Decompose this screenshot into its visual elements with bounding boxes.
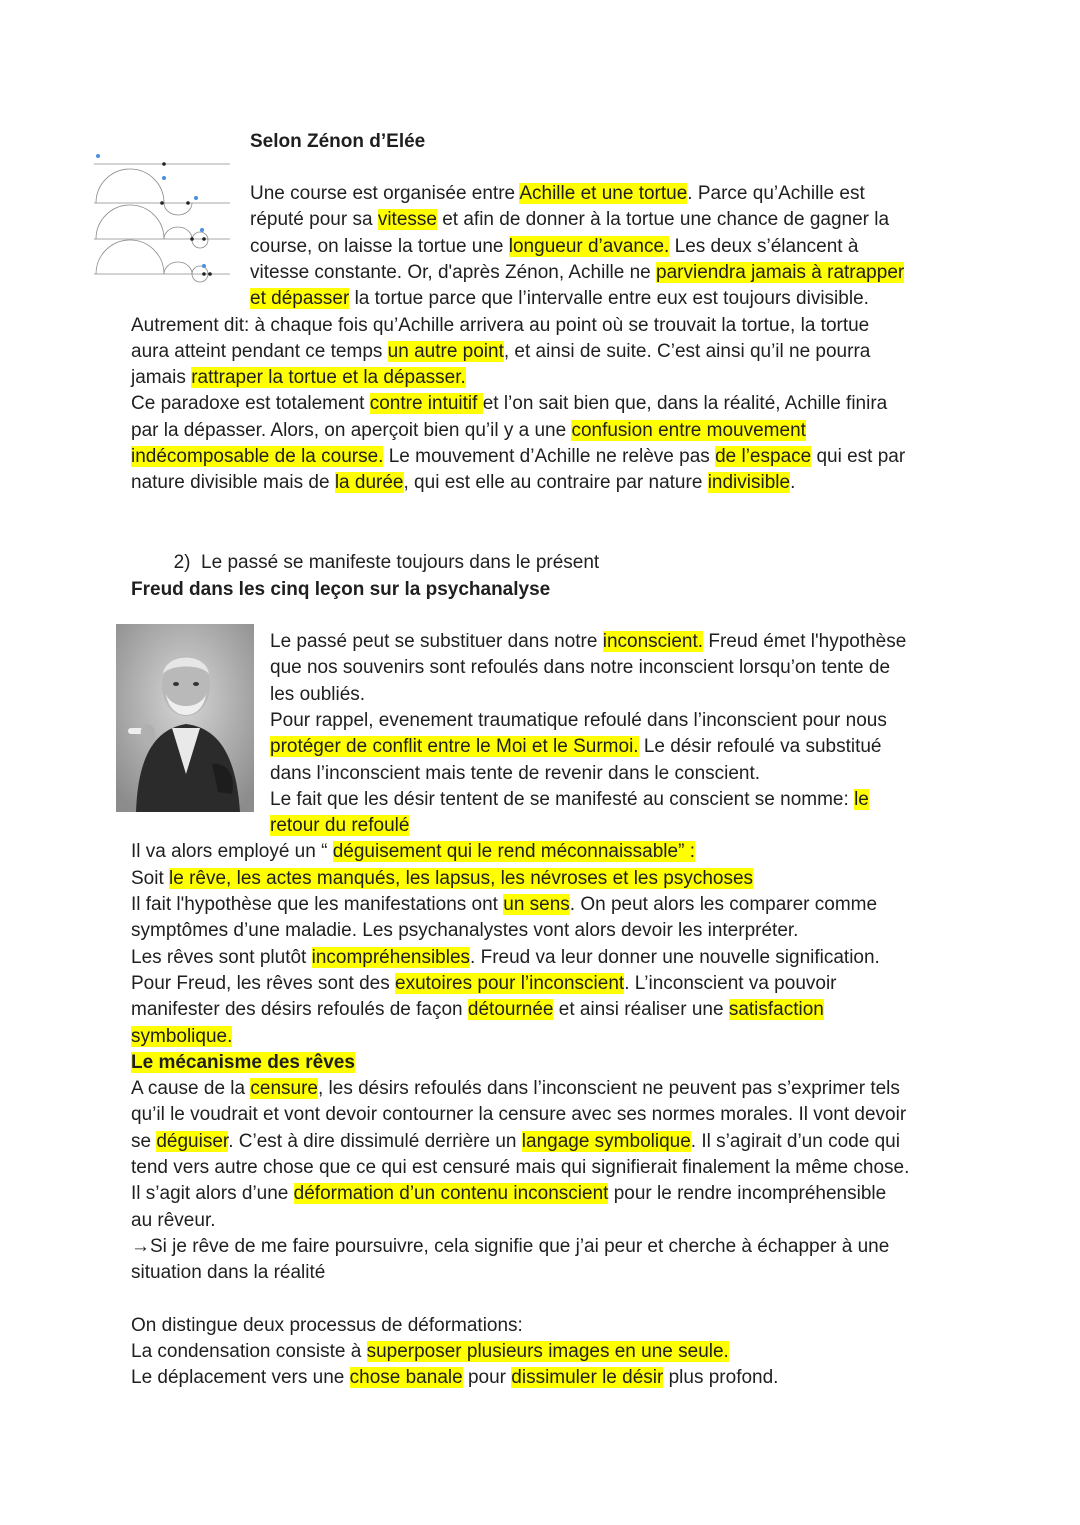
highlighted-text: indécomposable de la course. — [131, 446, 384, 467]
text-segment: les oubliés. — [270, 683, 366, 705]
text-segment: →Si je rêve de me faire poursuivre, cela signifie que j’ai peur et cherche à échapper à une — [131, 1235, 890, 1257]
text-segment: Les rêves sont plutôt — [131, 946, 312, 968]
text-segment: . C’est à dire dissimulé derrière un — [228, 1130, 522, 1152]
zeno-line — [131, 470, 795, 496]
highlighted-text: contre intuitif — [369, 393, 483, 415]
text-segment: au rêveur. — [131, 1209, 216, 1231]
text-segment: et l’on sait bien que, dans la réalité, Achille finira — [482, 393, 888, 415]
zeno-title: Selon Zénon d’Elée — [250, 131, 426, 152]
highlighted-text: indivisible — [707, 472, 791, 494]
highlighted-text: de l’espace — [715, 446, 812, 467]
text-segment: Freud émet l'hypothèse — [703, 631, 907, 652]
highlighted-text: symbolique. — [131, 1025, 233, 1047]
text-segment: , et ainsi de suite. C’est ainsi qu’il ne pourra — [503, 340, 871, 362]
text-segment: , qui est elle au contraire par nature — [403, 472, 708, 494]
text-segment: Ce paradoxe est totalement — [131, 393, 370, 415]
text-segment: pour le rendre incompréhensible — [608, 1183, 887, 1205]
text-segment: manifester des désirs refoulés de façon — [131, 999, 468, 1021]
text-segment: . Il s’agirait d’un code qui — [690, 1130, 900, 1152]
text-segment: réputé pour sa — [250, 209, 378, 231]
highlighted-text: incompréhensibles — [311, 946, 471, 968]
text-segment: et ainsi réaliser une — [553, 999, 729, 1021]
text-segment: . Parce qu’Achille est — [687, 183, 865, 204]
highlighted-text: le rêve, les actes manqués, les lapsus, les névroses et les psychoses — [169, 867, 754, 889]
text-segment: La condensation consiste à — [131, 1341, 367, 1363]
highlighted-text: satisfaction — [728, 999, 824, 1021]
highlighted-text: un autre point — [387, 340, 504, 362]
freud-line — [131, 1076, 900, 1102]
text-segment: par la dépasser. Alors, on aperçoit bien qu’il y a une — [131, 419, 572, 441]
text-segment: et afin de donner à la tortue une chance de gagner la — [436, 209, 890, 231]
text-segment: Le fait que les désir tentent de se manifesté au conscient se nomme: — [270, 788, 855, 810]
freud-line — [131, 1313, 523, 1339]
text-segment: Les deux s’élancent à — [669, 235, 859, 257]
freud-line — [131, 1365, 778, 1391]
freud-line — [270, 787, 869, 813]
highlighted-text: parviendra jamais à ratrapper — [656, 261, 905, 283]
highlighted-text: la durée — [334, 472, 404, 494]
freud-line — [131, 1102, 906, 1128]
text-segment: . On peut alors les comparer comme — [569, 894, 878, 915]
text-segment: . Freud va leur donner une nouvelle signification. — [470, 946, 880, 968]
text-segment: jamais — [131, 367, 192, 389]
text-segment: dans l’inconscient mais tente de revenir dans le conscient. — [270, 762, 761, 784]
highlighted-text: longueur d’avance. — [508, 235, 670, 257]
freud-line — [131, 1260, 325, 1286]
highlighted-text: déformation d’un contenu inconscient — [293, 1183, 609, 1205]
zeno-line — [131, 391, 887, 417]
text-segment: Le déplacement vers une — [131, 1367, 350, 1389]
freud-title: Freud dans les cinq leçon sur la psychanalyse — [131, 579, 551, 600]
highlighted-text: et dépasser — [250, 288, 350, 310]
text-segment: Pour rappel, evenement traumatique refoulé dans l’inconscient pour nous — [270, 709, 887, 731]
text-segment: Il va alors employé un “ — [131, 841, 333, 863]
freud-line — [131, 1234, 889, 1260]
text-segment: course, on laisse la tortue une — [250, 235, 509, 257]
text-segment: Soit — [131, 867, 170, 889]
zeno-line — [131, 365, 466, 391]
freud-line — [131, 839, 695, 865]
freud-line — [131, 892, 877, 918]
freud-line — [270, 682, 365, 708]
highlighted-text: détournée — [467, 999, 554, 1021]
highlighted-text: protéger de conflit entre le Moi et le Surmoi. — [270, 736, 639, 758]
text-segment: que nos souvenirs sont refoulés dans notre inconscient lorsqu’on tente de — [270, 657, 891, 679]
freud-line — [131, 918, 798, 944]
text-segment: On distingue deux processus de déformations: — [131, 1314, 523, 1336]
freud-line — [270, 734, 882, 760]
highlighted-text: superposer plusieurs images en une seule. — [366, 1341, 729, 1363]
highlighted-text: Achille et une tortue — [519, 183, 688, 204]
highlighted-text: censure — [250, 1078, 318, 1100]
zeno-line — [131, 444, 905, 470]
text-segment: Pour Freud, les rêves sont des — [131, 972, 396, 994]
text-segment: Le désir refoulé va substitué — [638, 736, 882, 758]
freud-line — [131, 1050, 355, 1076]
text-segment: situation dans la réalité — [131, 1262, 326, 1284]
freud-line — [131, 997, 824, 1023]
freud-portrait-image — [116, 624, 254, 812]
freud-line — [131, 866, 753, 892]
freud-line — [270, 813, 409, 839]
text-segment: qui est par — [811, 446, 906, 467]
highlighted-text: Le mécanisme des rêves — [131, 1051, 355, 1073]
freud-line — [131, 945, 880, 971]
text-segment: symptômes d’une maladie. Les psychanalystes vont alors devoir les interpréter. — [131, 920, 799, 942]
zeno-line — [250, 260, 904, 286]
freud-line — [131, 971, 837, 997]
zeno-line — [131, 313, 869, 339]
section-2-number: 2) — [173, 552, 191, 574]
freud-line — [131, 1155, 909, 1181]
text-segment: plus profond. — [663, 1367, 779, 1389]
zeno-line — [131, 418, 806, 444]
zeno-line — [131, 339, 870, 365]
highlighted-text: déguiser — [156, 1130, 229, 1152]
highlighted-text: le — [854, 788, 869, 810]
text-segment: qu’il le voudrait et vont devoir contourner la censure avec ses normes morales. Il vont devoir — [131, 1104, 907, 1126]
zeno-paradox-diagram — [92, 150, 232, 290]
highlighted-text: inconscient. — [602, 631, 704, 652]
text-segment: aura atteint pendant ce temps — [131, 340, 388, 362]
section-2-heading — [163, 524, 599, 577]
highlighted-text: langage symbolique — [521, 1130, 691, 1152]
text-segment: vitesse constante. Or, d'après Zénon, Achille ne — [250, 261, 657, 283]
freud-line — [270, 761, 760, 787]
highlighted-text: vitesse — [377, 209, 437, 231]
zeno-line — [250, 286, 869, 312]
freud-line — [270, 655, 890, 681]
freud-line — [131, 1339, 729, 1365]
freud-line — [270, 708, 887, 734]
freud-line — [131, 1129, 900, 1155]
text-segment: nature divisible mais de — [131, 472, 335, 494]
freud-line — [131, 1024, 232, 1050]
freud-line — [131, 1208, 216, 1234]
highlighted-text: déguisement qui le rend méconnaissable” : — [332, 841, 695, 863]
highlighted-text: confusion entre mouvement — [571, 419, 806, 441]
text-segment: se — [131, 1130, 157, 1152]
text-segment: A cause de la — [131, 1078, 251, 1100]
text-segment: Le mouvement d’Achille ne relève pas — [383, 446, 716, 467]
text-segment: tend vers autre chose que ce qui est censuré mais qui signifierait finalement la même chose. — [131, 1157, 910, 1178]
zeno-line — [250, 234, 858, 260]
freud-line — [270, 629, 906, 655]
text-segment: Il fait l'hypothèse que les manifestations ont — [131, 894, 504, 915]
text-segment: la tortue parce que l’intervalle entre eux est toujours divisible. — [349, 288, 869, 310]
zeno-line — [250, 207, 889, 233]
text-segment: . L’inconscient va pouvoir — [624, 972, 837, 994]
text-segment: , les désirs refoulés dans l’inconscient ne peuvent pas s’exprimer tels — [317, 1078, 900, 1100]
zeno-line — [250, 181, 865, 207]
text-segment: Une course est organisée entre — [250, 183, 520, 204]
highlighted-text: retour du refoulé — [270, 815, 410, 837]
freud-line — [131, 1181, 886, 1207]
highlighted-text: rattraper la tortue et la dépasser. — [191, 367, 466, 389]
highlighted-text: chose banale — [349, 1367, 463, 1389]
highlighted-text: exutoires pour l’inconscient — [395, 972, 625, 994]
text-segment: Le passé peut se substituer dans notre — [270, 631, 603, 652]
highlighted-text: dissimuler le désir — [511, 1367, 664, 1389]
text-segment: pour — [462, 1367, 512, 1389]
highlighted-text: un sens — [503, 894, 570, 915]
section-2-title: Le passé se manifeste toujours dans le présent — [201, 552, 600, 574]
text-segment: . — [790, 472, 796, 494]
text-segment: Autrement dit: à chaque fois qu’Achille arrivera au point où se trouvait la tortue, la tortue — [131, 314, 870, 336]
text-segment: Il s’agit alors d’une — [131, 1183, 294, 1205]
